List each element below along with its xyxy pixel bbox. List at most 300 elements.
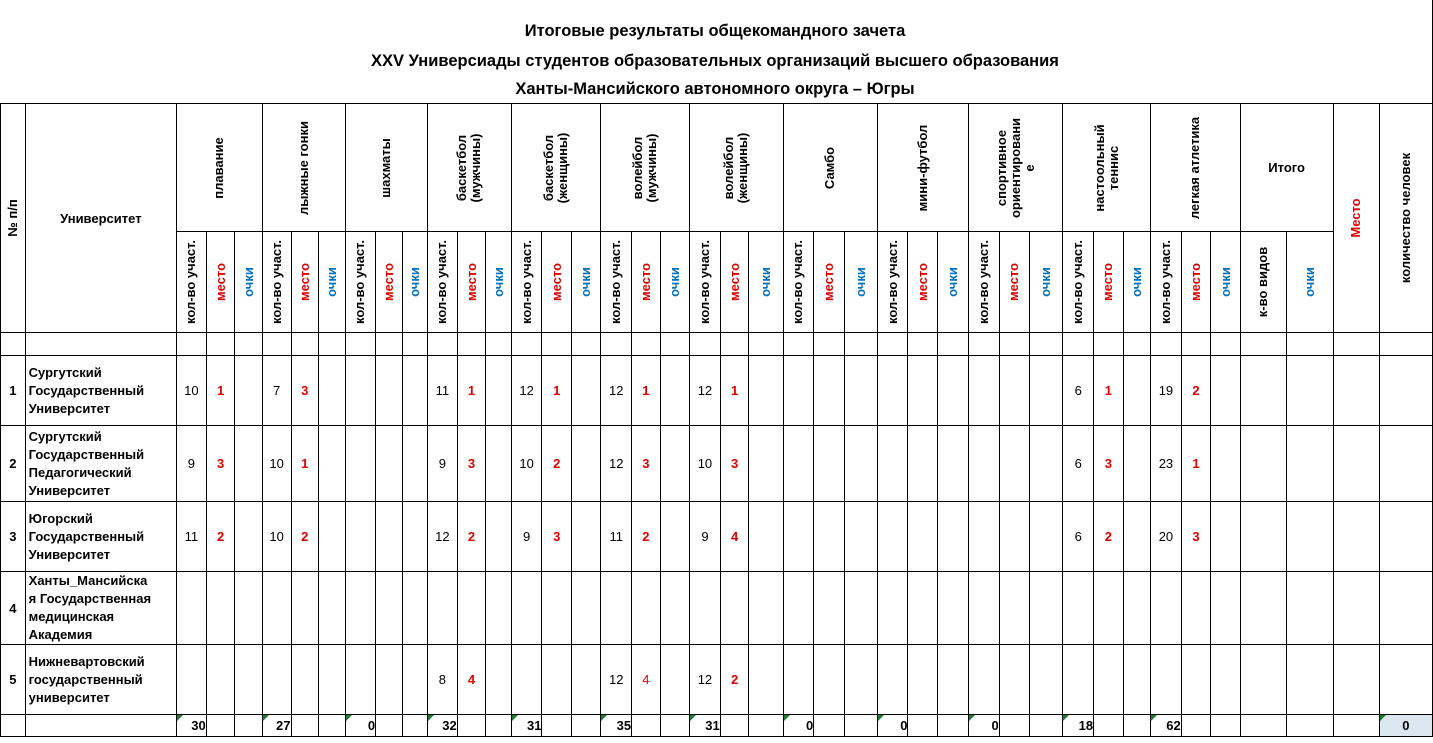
university-name <box>25 356 176 426</box>
cell-participants <box>783 426 814 502</box>
cell-points <box>749 356 783 426</box>
cell-participants <box>177 356 207 426</box>
spacer-cell <box>177 333 207 356</box>
cell-place <box>542 426 572 502</box>
cell-participants <box>690 502 721 572</box>
totals-blank <box>402 715 427 737</box>
spacer-cell <box>572 333 601 356</box>
participants-subheader <box>428 232 458 333</box>
title-line-3: Ханты-Мансийского автономного округа – Югры <box>515 80 915 98</box>
total-participants <box>783 715 814 737</box>
cell-place <box>999 426 1029 502</box>
cell-participants <box>1063 356 1094 426</box>
cell-participants-value: 9 <box>187 456 196 471</box>
points-subheader-label: очки <box>240 267 256 297</box>
cell-points <box>402 426 427 502</box>
spacer-cell <box>291 333 319 356</box>
cell-points <box>844 572 877 645</box>
cell-place-value: 1 <box>216 383 225 398</box>
cell-participants-value: 8 <box>438 672 447 687</box>
cell-place <box>999 645 1029 715</box>
cell-place <box>206 572 235 645</box>
cell-points <box>235 356 262 426</box>
cell-empty <box>1333 426 1379 502</box>
spacer-cell <box>319 333 345 356</box>
row-number <box>1 502 26 572</box>
cell-participants <box>177 645 207 715</box>
cell-empty <box>1379 502 1432 572</box>
totals-blank <box>376 715 402 737</box>
cell-participants <box>601 426 632 502</box>
cell-place <box>720 572 749 645</box>
cell-participants <box>783 572 814 645</box>
cell-place <box>206 356 235 426</box>
spacer-cell <box>25 333 176 356</box>
participants-subheader <box>1151 232 1182 333</box>
total-participants-value: 62 <box>1166 718 1181 733</box>
cell-participants <box>690 572 721 645</box>
results-table <box>0 103 1433 737</box>
cell-place-value: 1 <box>1104 383 1112 398</box>
cell-participants-value: 11 <box>609 529 624 544</box>
total-participants-value: 0 <box>991 718 999 733</box>
spacer-cell <box>1181 333 1211 356</box>
row-number <box>1 426 26 502</box>
cell-participants-value: 10 <box>269 456 284 471</box>
cell-points <box>749 502 783 572</box>
points-subheader <box>660 232 689 333</box>
total-participants <box>601 715 632 737</box>
total-participants <box>428 715 458 737</box>
cell-points <box>1030 572 1063 645</box>
cell-participants <box>969 572 1000 645</box>
cell-place <box>457 645 486 715</box>
cell-participants-value: 10 <box>519 456 534 471</box>
row-number <box>1 572 26 645</box>
row-number <box>1 645 26 715</box>
row-number-value: 3 <box>9 529 17 544</box>
cell-points <box>937 645 968 715</box>
cell-participants-value: 6 <box>1074 456 1082 471</box>
cell-participants <box>690 645 721 715</box>
cell-place-value: 1 <box>467 383 476 398</box>
cell-place <box>814 502 844 572</box>
cell-points <box>486 426 511 502</box>
cell-points <box>319 572 345 645</box>
sport-header-label: настоольный теннис <box>1091 123 1121 212</box>
points-subheader <box>937 232 968 333</box>
cell-points <box>319 356 345 426</box>
points-subheader-label: очки <box>945 267 960 297</box>
cell-participants <box>1063 572 1094 645</box>
cell-place <box>908 426 937 502</box>
header-row-1 <box>1 104 1433 232</box>
cell-place <box>720 356 749 426</box>
sport-header-label: шахматы <box>378 137 394 198</box>
cell-participants <box>345 645 376 715</box>
spacer-cell <box>937 333 968 356</box>
points-subheader-label: очки <box>666 267 682 297</box>
cell-points <box>749 645 783 715</box>
cell-participants <box>1063 645 1094 715</box>
cell-points <box>749 572 783 645</box>
cell-place-value: 3 <box>1192 529 1200 544</box>
cell-points <box>1030 645 1063 715</box>
row-number-value: 1 <box>9 383 17 398</box>
cell-participants-value: 11 <box>184 529 199 544</box>
cell-participants <box>877 502 908 572</box>
cell-participants <box>877 426 908 502</box>
spacer-cell <box>511 333 542 356</box>
totals-row <box>1 715 1433 737</box>
cell-participants <box>345 356 376 426</box>
cell-points <box>402 502 427 572</box>
cell-place <box>457 426 486 502</box>
cell-points <box>319 426 345 502</box>
total-participants-value: 35 <box>616 718 632 733</box>
cell-participants <box>1063 502 1094 572</box>
cell-participants <box>177 426 207 502</box>
place-subheader-label: место <box>726 262 742 302</box>
sport-header-2 <box>345 104 427 232</box>
cell-points <box>1123 502 1150 572</box>
cell-place <box>457 572 486 645</box>
spacer-cell <box>345 333 376 356</box>
spacer-cell <box>720 333 749 356</box>
points-subheader-label: очки <box>323 267 339 297</box>
points-subheader-label: очки <box>490 267 506 297</box>
cell-participants <box>511 426 542 502</box>
total-participants <box>1151 715 1182 737</box>
cell-points <box>486 356 511 426</box>
cell-points <box>937 426 968 502</box>
sport-header-1 <box>262 104 345 232</box>
cell-points <box>572 645 601 715</box>
cell-participants <box>345 502 376 572</box>
totals-blank <box>235 715 262 737</box>
cell-empty <box>1240 645 1286 715</box>
spacer-cell <box>542 333 572 356</box>
row-number-header <box>1 104 26 333</box>
sport-header-label: плавание <box>211 136 227 199</box>
spacer-cell <box>235 333 262 356</box>
cell-place-value: 3 <box>216 456 225 471</box>
cell-participants-value: 11 <box>435 383 450 398</box>
cell-participants <box>690 356 721 426</box>
report-title-block <box>0 0 1433 104</box>
cell-participants <box>428 426 458 502</box>
totals-blank <box>572 715 601 737</box>
spacer-cell <box>1287 333 1333 356</box>
cell-place-value: 2 <box>730 672 739 687</box>
cell-points <box>402 356 427 426</box>
totals-blank <box>1030 715 1063 737</box>
row-number-value: 5 <box>9 672 17 687</box>
cell-place-value: 3 <box>1104 456 1112 471</box>
total-participants-value: 27 <box>276 718 291 733</box>
spacer-cell <box>814 333 844 356</box>
cell-empty <box>1240 572 1286 645</box>
title-line-1: Итоговые результаты общекомандного зачета <box>524 22 906 40</box>
totals-blank <box>1094 715 1124 737</box>
cell-place <box>720 645 749 715</box>
cell-participants <box>1151 645 1182 715</box>
cell-empty <box>1379 356 1432 426</box>
total-participants-value: 0 <box>805 718 814 733</box>
cell-participants <box>1063 426 1094 502</box>
points-subheader <box>319 232 345 333</box>
total-participants-value: 18 <box>1078 718 1094 733</box>
place-subheader-label: место <box>1006 262 1022 302</box>
university-name <box>25 572 176 645</box>
totals-blank <box>632 715 661 737</box>
cell-place <box>376 502 402 572</box>
university-name-value: Сургутский Государственный Педагогический Университет <box>28 428 145 498</box>
cell-points <box>660 426 689 502</box>
spacer-cell <box>1094 333 1124 356</box>
place-subheader <box>291 232 319 333</box>
cell-place-value: 3 <box>553 529 561 544</box>
cell-empty <box>1333 645 1379 715</box>
place-header-label: Место <box>1348 198 1364 238</box>
university-name-value: Ханты_Мансийска я Государственная медицинская Академия <box>28 573 152 642</box>
points-subheader <box>1123 232 1150 333</box>
sport-header-5 <box>601 104 690 232</box>
cell-place <box>542 645 572 715</box>
cell-place <box>1181 426 1211 502</box>
spacer-cell <box>908 333 937 356</box>
total-header <box>1240 104 1333 232</box>
participants-subheader-label: кол-во участ. <box>790 240 806 324</box>
cell-points <box>235 502 262 572</box>
cell-place <box>908 356 937 426</box>
spacer-row <box>1 333 1433 356</box>
cell-place <box>632 426 661 502</box>
cell-participants <box>428 572 458 645</box>
cell-place-value: 4 <box>642 672 650 687</box>
points-subheader <box>402 232 427 333</box>
cell-points <box>844 426 877 502</box>
cell-empty <box>1379 426 1432 502</box>
cell-participants <box>783 356 814 426</box>
total-participants-value: 31 <box>705 718 720 733</box>
total-participants <box>511 715 542 737</box>
cell-points <box>1211 645 1240 715</box>
sport-header-label: спортивное ориентировани е <box>993 117 1037 218</box>
university-header <box>25 104 176 333</box>
cell-points <box>844 502 877 572</box>
cell-place <box>1181 502 1211 572</box>
university-name-value: Югорский Государственный Университет <box>28 510 145 562</box>
total-participants-value: 0 <box>367 718 376 733</box>
cell-participants <box>345 572 376 645</box>
cell-points <box>235 572 262 645</box>
cell-place-value: 2 <box>467 529 476 544</box>
cell-place <box>291 356 319 426</box>
sport-header-label: баскетбол (мужчины) <box>454 133 484 202</box>
cell-points <box>660 572 689 645</box>
total-participants-value: 30 <box>191 718 206 733</box>
cell-points <box>572 356 601 426</box>
university-name <box>25 645 176 715</box>
cell-place <box>908 572 937 645</box>
totals-blank <box>720 715 749 737</box>
cell-points <box>1211 572 1240 645</box>
total-participants <box>177 715 207 737</box>
totals-blank <box>1181 715 1211 737</box>
sport-header-0 <box>177 104 263 232</box>
totals-blank <box>319 715 345 737</box>
cell-place <box>1094 502 1124 572</box>
spacer-cell <box>969 333 1000 356</box>
cell-points <box>572 572 601 645</box>
cell-place <box>1094 572 1124 645</box>
totals-blank <box>291 715 319 737</box>
sport-header-label: лыжные гонки <box>295 120 311 215</box>
cell-empty <box>1287 645 1333 715</box>
participants-subheader-label: кол-во участ. <box>1070 240 1086 324</box>
cell-place <box>632 502 661 572</box>
total-participants-value: 0 <box>900 718 908 733</box>
cell-place <box>1181 572 1211 645</box>
cell-participants <box>428 645 458 715</box>
total-participants-value: 31 <box>527 718 542 733</box>
cell-participants <box>177 502 207 572</box>
participants-subheader-label: кол-во участ. <box>268 240 284 324</box>
cell-empty <box>1333 572 1379 645</box>
participants-subheader <box>690 232 721 333</box>
totals-blank <box>1287 715 1333 737</box>
university-name-value: Сургутский Государственный Университет <box>28 364 145 416</box>
cell-participants <box>511 356 542 426</box>
university-row <box>1 572 1433 645</box>
points-subheader-label: очки <box>852 267 868 297</box>
people-total <box>1379 715 1432 737</box>
cell-empty <box>1379 572 1432 645</box>
totals-blank <box>457 715 486 737</box>
cell-points <box>937 502 968 572</box>
total-participants <box>690 715 721 737</box>
cell-place <box>206 502 235 572</box>
cell-place <box>814 645 844 715</box>
cell-participants <box>511 502 542 572</box>
cell-participants <box>969 645 1000 715</box>
cell-place-value: 3 <box>301 383 309 398</box>
totals-blank <box>908 715 937 737</box>
cell-place <box>632 645 661 715</box>
cell-participants <box>877 645 908 715</box>
cell-place <box>291 502 319 572</box>
cell-place-value: 4 <box>467 672 476 687</box>
row-number-value: 2 <box>9 456 17 471</box>
cell-participants <box>511 645 542 715</box>
spacer-cell <box>877 333 908 356</box>
place-subheader-label: место <box>548 262 564 302</box>
spacer-cell <box>690 333 721 356</box>
cell-points <box>1211 356 1240 426</box>
cell-place <box>457 502 486 572</box>
cell-place <box>1181 356 1211 426</box>
cell-place-value: 2 <box>1192 383 1200 398</box>
total-points-subheader-label: очки <box>1301 267 1317 297</box>
totals-blank <box>1123 715 1150 737</box>
cell-points <box>1123 572 1150 645</box>
totals-blank <box>999 715 1029 737</box>
spacer-cell <box>1333 333 1379 356</box>
place-subheader <box>1094 232 1124 333</box>
points-subheader-label: очки <box>406 267 422 297</box>
spacer-cell <box>1240 333 1286 356</box>
participants-subheader <box>345 232 376 333</box>
cell-empty <box>1240 502 1286 572</box>
cell-participants <box>1151 356 1182 426</box>
cell-participants-value: 6 <box>1074 383 1082 398</box>
university-row <box>1 502 1433 572</box>
cell-points <box>660 356 689 426</box>
place-subheader-label: место <box>1100 262 1116 302</box>
cell-place <box>632 572 661 645</box>
cell-place <box>999 572 1029 645</box>
cell-place-value: 1 <box>642 383 650 398</box>
cell-participants <box>783 645 814 715</box>
cell-empty <box>1287 356 1333 426</box>
cell-empty <box>1379 645 1432 715</box>
place-subheader <box>206 232 235 333</box>
cell-points <box>937 572 968 645</box>
spacer-cell <box>1379 333 1432 356</box>
cell-points <box>937 356 968 426</box>
spacer-cell <box>1123 333 1150 356</box>
cell-place <box>291 572 319 645</box>
spacer-cell <box>402 333 427 356</box>
cell-place-value: 2 <box>216 529 225 544</box>
cell-place-value: 2 <box>642 529 650 544</box>
cell-participants <box>345 426 376 502</box>
place-subheader <box>632 232 661 333</box>
points-subheader-label: очки <box>578 267 594 297</box>
university-header-label: Университет <box>60 210 142 226</box>
cell-participants-value: 12 <box>435 529 450 544</box>
total-kinds-subheader <box>1240 232 1286 333</box>
spacer-cell <box>486 333 511 356</box>
cell-place <box>814 356 844 426</box>
spacer-cell <box>1063 333 1094 356</box>
cell-participants-value: 12 <box>519 383 534 398</box>
cell-points <box>1123 645 1150 715</box>
place-subheader-label: место <box>212 262 228 302</box>
total-points-subheader <box>1287 232 1333 333</box>
spacer-cell <box>999 333 1029 356</box>
cell-participants <box>601 356 632 426</box>
row-number <box>1 356 26 426</box>
cell-place <box>720 502 749 572</box>
cell-participants <box>177 572 207 645</box>
cell-points <box>1211 426 1240 502</box>
cell-participants <box>262 502 291 572</box>
sport-header-6 <box>690 104 784 232</box>
cell-participants <box>428 502 458 572</box>
sport-header-11 <box>1151 104 1241 232</box>
spacer-cell <box>1151 333 1182 356</box>
participants-subheader <box>1063 232 1094 333</box>
place-subheader-label: место <box>1188 262 1204 302</box>
points-subheader <box>1030 232 1063 333</box>
people-count-header-label: количество человек <box>1397 152 1413 284</box>
cell-place <box>206 645 235 715</box>
sport-header-8 <box>877 104 968 232</box>
totals-blank <box>749 715 783 737</box>
sport-header-label: легкая атлетика <box>1187 116 1203 219</box>
